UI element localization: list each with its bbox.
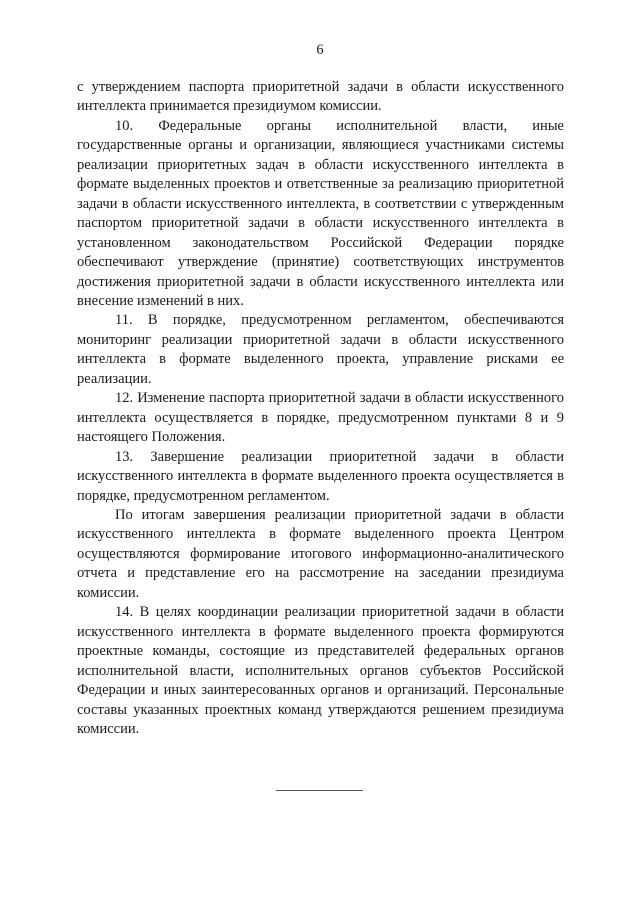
paragraph-item-14: 14. В целях координации реализации приоритетной задачи в области искусственного интеллекта в формате выделенного проекта формируются проектные команды, состоящие из представителей федеральных органов исполнительной власти, исполнительных органов субъектов Российской Федерации и иных заинтересованных органов и организаций. Персональные составы указанных проектных команд утверждаются решением президиума комиссии. <box>77 604 564 737</box>
paragraph-item-13-results: По итогам завершения реализации приоритетной задачи в области искусственного интеллекта в формате выделенного проекта Центром осуществляются формирование итогового информационно-аналитического отчета и представление его на рассмотрение на заседании президиума комиссии. <box>77 506 564 601</box>
paragraph-item-12: 12. Изменение паспорта приоритетной задачи в области искусственного интеллекта осуществляется в порядке, предусмотренном пунктами 8 и 9 настоящего Положения. <box>77 390 564 446</box>
paragraph-continuation: с утверждением паспорта приоритетной задачи в области искусственного интеллекта принимается президиумом комиссии. <box>77 79 564 115</box>
paragraph-item-10: 10. Федеральные органы исполнительной власти, иные государственные органы и организации, являющиеся участниками системы реализации приоритетных задач в области искусственного интеллекта в формате выделенных проектов и ответственные за реализацию приоритетной задачи в области искусственного интеллекта, в соответствии с утвержденным паспортом приоритетной задачи в области искусственного интеллекта в установленном законодательством Российской Федерации порядке обеспечивают утверждение (принятие) соответствующих инструментов достижения приоритетной задачи в области искусственного интеллекта или внесение изменений в них. <box>77 117 564 309</box>
paragraph-item-11: 11. В порядке, предусмотренном регламентом, обеспечиваются мониторинг реализации приоритетной задачи в области искусственного интеллекта в формате выделенного проекта, управление рисками ее реализации. <box>77 312 564 387</box>
end-divider <box>276 790 363 791</box>
document-body <box>77 78 564 739</box>
page-number: 6 <box>316 42 324 58</box>
paragraph-item-13: 13. Завершение реализации приоритетной задачи в области искусственного интеллекта в формате выделенного проекта осуществляется в порядке, предусмотренном регламентом. <box>77 448 564 504</box>
